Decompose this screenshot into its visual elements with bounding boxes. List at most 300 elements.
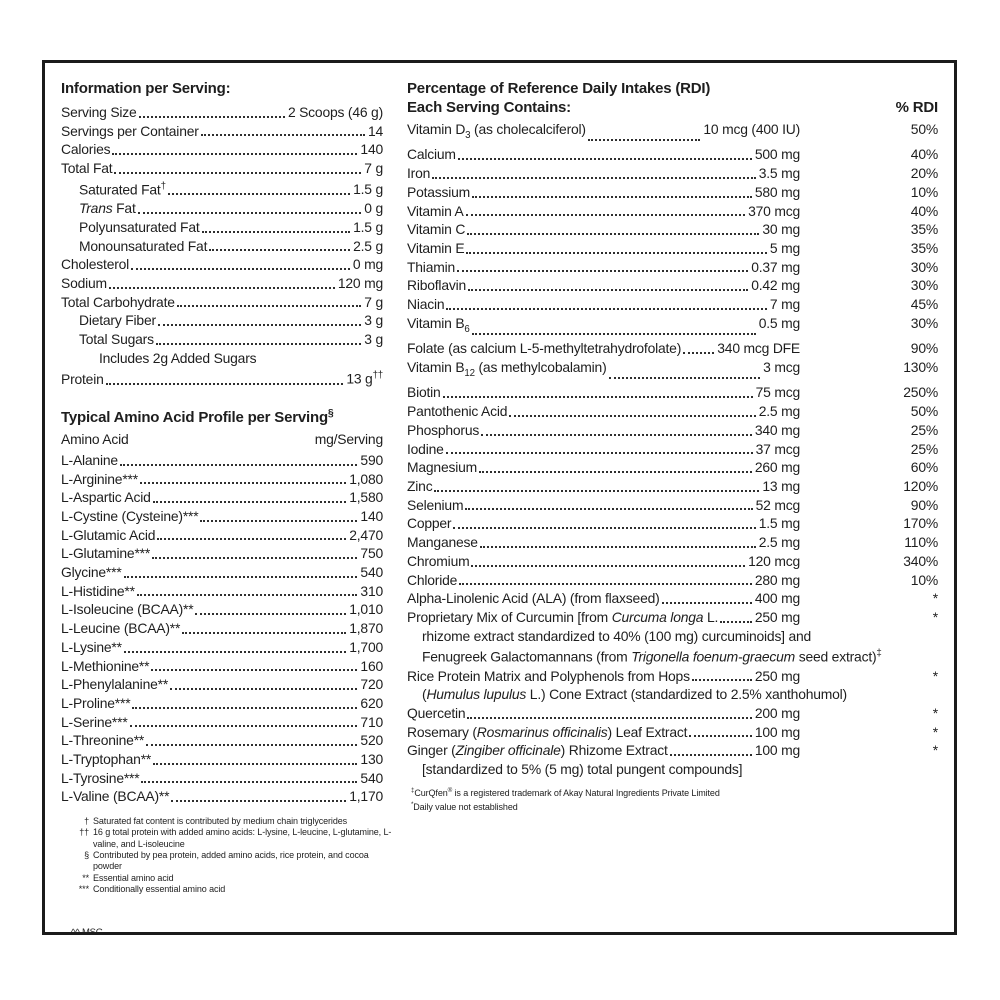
dotted-leader [124, 651, 346, 653]
rdi-amount: 100 mg [754, 723, 800, 740]
rdi-amount: 3.5 mg [758, 165, 800, 182]
info-row [61, 293, 383, 312]
dotted-leader [471, 565, 745, 567]
amino-row [61, 675, 383, 694]
rdi-row [407, 723, 938, 742]
footnote-text: Contributed by pea protein, added amino acids, rice protein, and cocoa powder [93, 850, 369, 872]
footnote [61, 816, 395, 827]
rdi-row-main [407, 164, 800, 183]
amino-row-label: L-Valine (BCAA)** [61, 788, 170, 805]
rdi-label: Biotin [407, 384, 441, 401]
amino-row-value: 160 [360, 657, 383, 674]
dotted-leader [137, 594, 358, 596]
rdi-footnote: ‡CurQfen® is a registered trademark of Akay Natural Ingredients Private Limited [411, 786, 720, 798]
amino-row-value: 310 [360, 582, 383, 599]
info-row-label: Total Fat [61, 160, 113, 177]
rdi-row-main [407, 552, 800, 571]
rdi-percent: 35% [910, 221, 938, 238]
amino-row-label: L-Phenylalanine** [61, 676, 169, 693]
info-row-label: Total Carbohydrate [61, 293, 175, 310]
rdi-row-main [407, 723, 800, 742]
amino-row-label: L-Glutamic Acid [61, 526, 156, 543]
rdi-amount: 13 mg [762, 478, 800, 494]
info-row-value: 120 mg [337, 274, 383, 291]
rdi-percent: 25% [910, 440, 938, 457]
rdi-row-main [407, 667, 800, 686]
info-row-label: Cholesterol [61, 256, 130, 273]
amino-row-label: L-Aspartic Acid [61, 489, 151, 506]
amino-row-value: 1,700 [349, 638, 383, 655]
rdi-label: Proprietary Mix of Curcumin [from Curcuma longa L. [407, 608, 719, 625]
amino-row-label: L-Cystine (Cysteine)*** [61, 507, 199, 524]
amino-profile-header: Typical Amino Acid Profile per Serving§ [61, 406, 334, 426]
rdi-label: Vitamin C [407, 221, 466, 238]
dotted-leader [114, 172, 361, 174]
amino-row-label: L-Serine*** [61, 713, 128, 730]
info-row-label: Sodium [61, 274, 107, 291]
rdi-label: Potassium [407, 183, 471, 200]
rdi-percent: 30% [910, 277, 938, 294]
footnote [61, 884, 395, 895]
rdi-label: Vitamin E [407, 240, 465, 256]
rdi-row-main [407, 514, 800, 533]
rdi-percent: 45% [910, 296, 938, 313]
rdi-percent: * [932, 742, 938, 759]
rdi-row [407, 239, 938, 258]
dotted-leader [466, 214, 745, 216]
amino-row [61, 544, 383, 563]
rdi-percent: 110% [904, 534, 938, 551]
footnote-text: 16 g total protein with added amino acids: L-lysine, L-leucine, L-glutamine, L-valine, and L-isoleucine [93, 827, 392, 849]
rdi-column [407, 79, 938, 922]
footnote [61, 850, 395, 873]
rdi-amount: 340 mcg DFE [717, 340, 800, 357]
amino-column-headers [61, 430, 383, 449]
footnote [61, 827, 395, 850]
rdi-percent: 35% [910, 240, 938, 256]
dotted-leader [112, 153, 357, 155]
amino-row [61, 600, 383, 619]
footnote-marker: †† [79, 827, 89, 838]
rdi-percent: 40% [910, 202, 938, 219]
dotted-leader [588, 139, 701, 141]
rdi-row [407, 571, 938, 590]
dotted-leader [201, 134, 365, 136]
rdi-row [407, 496, 938, 515]
rdi-row-main [407, 258, 800, 277]
supplement-facts-panel [42, 60, 957, 939]
footnote-text: Conditionally essential amino acid [93, 883, 226, 894]
amino-row-value: 710 [360, 713, 383, 730]
info-row-value: 0 mg [352, 256, 383, 273]
rdi-row-main [407, 458, 800, 477]
dotted-leader [458, 158, 752, 160]
rdi-label: Alpha-Linolenic Acid (ALA) (from flaxseed) [407, 590, 660, 607]
rdi-row-main [407, 421, 800, 440]
rdi-amount: 7 mg [769, 296, 800, 313]
amino-row [61, 750, 383, 769]
rdi-row-main [407, 477, 800, 496]
rdi-percent: 10% [910, 571, 938, 588]
dotted-leader [138, 212, 362, 214]
info-row [61, 178, 383, 199]
rdi-percent: 170% [903, 515, 938, 532]
info-row-value: 140 [360, 141, 383, 158]
rdi-label: Vitamin $D_3$ (as cholecalciferol) [407, 121, 586, 141]
rdi-percent: 120% [903, 478, 938, 494]
amino-row-value: 1,170 [349, 788, 383, 805]
dotted-leader [479, 471, 752, 473]
rdi-row [407, 458, 938, 477]
rdi-amount: 1.5 mg [758, 515, 800, 532]
dotted-leader [457, 270, 748, 272]
dotted-leader [140, 482, 346, 484]
rdi-row-main [407, 402, 800, 421]
footnote-marker: *** [78, 883, 89, 894]
dotted-leader [132, 707, 357, 709]
rdi-row [407, 741, 938, 760]
rdi-amount: 30 mg [762, 221, 800, 238]
info-row-value: 1.5 g [353, 181, 383, 198]
information-column [61, 79, 392, 939]
rdi-percent: 340% [903, 552, 938, 569]
rdi-percent: 130% [903, 359, 938, 375]
rdi-amount: 0.5 mg [758, 314, 800, 331]
info-row [61, 122, 383, 141]
amino-row [61, 526, 383, 545]
dotted-leader [459, 583, 752, 585]
rdi-label: Selenium [407, 496, 464, 513]
rdi-label: Vitamin $B_{12}$ (as methylcobalamin) [407, 359, 607, 379]
dotted-leader [720, 621, 752, 623]
rdi-row [407, 183, 938, 202]
rdi-label: Iodine [407, 440, 444, 457]
amino-col-name: Amino Acid [61, 430, 129, 447]
rdi-label: Thiamin [407, 258, 456, 275]
info-row-label: Trans Fat [79, 200, 136, 217]
amino-row-value: 620 [360, 694, 383, 711]
rdi-percent: 90% [910, 496, 938, 513]
info-row-value: 3 g [364, 312, 383, 329]
rdi-row [407, 202, 938, 221]
dotted-leader [692, 679, 752, 681]
rdi-row-main [407, 145, 800, 164]
rdi-amount: 200 mg [754, 705, 800, 722]
rdi-row-main [407, 295, 800, 314]
rdi-continuation: Fenugreek Galactomannans (from Trigonella foenum-graecum seed extract)‡ [422, 648, 882, 665]
info-row-value: 2 Scoops (46 g) [287, 104, 383, 120]
info-row-value: 0 g [364, 200, 383, 217]
dotted-leader [106, 383, 344, 385]
rdi-row-main [407, 741, 800, 760]
footnote-marker: ** [82, 872, 89, 883]
rdi-amount: 75 mcg [755, 384, 800, 401]
amino-row-label: L-Methionine** [61, 657, 150, 674]
rdi-row [407, 440, 938, 459]
amino-row-value: 2,470 [349, 526, 383, 543]
rdi-row [407, 514, 938, 533]
rdi-label: Magnesium [407, 459, 477, 476]
rdi-percent: 50% [910, 403, 938, 420]
rdi-percent: 10% [910, 183, 938, 200]
dotted-leader [446, 452, 753, 454]
rdi-amount: 120 mcg [748, 552, 800, 569]
dotted-leader [152, 557, 357, 559]
rdi-row-main [407, 314, 800, 339]
rdi-row-main [407, 589, 800, 608]
rdi-amount: 2.5 mg [758, 534, 800, 551]
dotted-leader [195, 613, 346, 615]
amino-row [61, 582, 383, 601]
rdi-amount: 250 mg [754, 608, 800, 625]
amino-row-value: 1,080 [349, 470, 383, 487]
rdi-row-main [407, 496, 800, 515]
amino-row [61, 507, 383, 526]
rdi-header-line1: Percentage of Reference Daily Intakes (RDI) [407, 80, 711, 97]
rdi-amount: 52 mcg [755, 496, 800, 513]
info-row [61, 237, 383, 256]
amino-row-label: Glycine*** [61, 564, 122, 581]
dotted-leader [662, 602, 752, 604]
rdi-label: Calcium [407, 146, 456, 163]
amino-row-value: 1,580 [349, 489, 383, 506]
amino-row-label: L-Proline*** [61, 694, 131, 711]
info-row [61, 218, 383, 237]
rdi-amount: 260 mg [754, 459, 800, 476]
rdi-row [407, 314, 938, 339]
dotted-leader [467, 233, 759, 235]
amino-row-value: 130 [360, 751, 383, 768]
rdi-amount: 10 mcg (400 IU) [703, 121, 800, 137]
rdi-row [407, 220, 938, 239]
rdi-amount: 340 mg [754, 421, 800, 438]
rdi-row-main [407, 183, 800, 202]
dotted-leader [170, 688, 357, 690]
footnote [61, 873, 395, 884]
rdi-percent: * [932, 667, 938, 684]
amino-row-value: 1,010 [349, 601, 383, 618]
dotted-leader [130, 725, 358, 727]
rdi-percent: * [932, 723, 938, 740]
rdi-row [407, 421, 938, 440]
rdi-amount: 100 mg [754, 742, 800, 759]
dotted-leader [472, 333, 756, 335]
amino-row-label: L-Glutamine*** [61, 545, 151, 562]
info-row [61, 367, 383, 388]
amino-col-unit: mg/Serving [314, 430, 383, 447]
rdi-row [407, 608, 938, 627]
info-row-value: 7 g [364, 160, 383, 177]
rdi-amount: 5 mg [769, 240, 800, 256]
rdi-row [407, 358, 938, 383]
dotted-leader [467, 717, 751, 719]
info-row [61, 330, 383, 349]
info-row-value: 13 g†† [346, 370, 383, 388]
rdi-row-main [407, 339, 800, 358]
rdi-percent: 50% [910, 121, 938, 137]
rdi-continuation: rhizome extract standardized to 40% (100 mg) curcuminoids] and [422, 627, 812, 644]
rdi-amount: 400 mg [754, 590, 800, 607]
rdi-row-main [407, 571, 800, 590]
amino-row [61, 731, 383, 750]
rdi-label: Ginger (Zingiber officinale) Rhizome Extract [407, 742, 668, 759]
info-row-label: Monounsaturated Fat [79, 237, 208, 254]
info-row-value: 3 g [364, 331, 383, 348]
rdi-label: Quercetin [407, 705, 466, 722]
info-row [61, 199, 383, 218]
dotted-leader [182, 632, 346, 634]
pct-rdi-column-header: % RDI [895, 99, 938, 116]
rdi-amount: 280 mg [754, 571, 800, 588]
rdi-continuation: [standardized to 5% (5 mg) total pungent compounds] [422, 761, 743, 778]
info-row-label: Polyunsaturated Fat [79, 218, 200, 235]
rdi-percent: * [932, 705, 938, 722]
dotted-leader [202, 231, 351, 233]
amino-row-label: L-Leucine (BCAA)** [61, 620, 181, 637]
rdi-amount: 370 mcg [748, 202, 800, 219]
info-row [61, 140, 383, 159]
rdi-row [407, 258, 938, 277]
amino-row-label: L-Isoleucine (BCAA)** [61, 601, 194, 618]
amino-row-label: L-Alanine [61, 451, 118, 468]
rdi-amount: 250 mg [754, 667, 800, 684]
dotted-leader [124, 576, 358, 578]
dotted-leader [109, 287, 335, 289]
amino-row [61, 470, 383, 489]
rdi-row [407, 552, 938, 571]
amino-row-label: L-Arginine*** [61, 470, 138, 487]
info-row [61, 255, 383, 274]
amino-row [61, 638, 383, 657]
dotted-leader [432, 177, 756, 179]
rdi-percent: 40% [910, 146, 938, 163]
dotted-leader [168, 193, 350, 195]
amino-row-label: L-Tryptophan** [61, 751, 152, 768]
rdi-label: Pantothenic Acid [407, 403, 508, 420]
rdi-row [407, 383, 938, 402]
info-row [61, 311, 383, 330]
rdi-percent: 25% [910, 421, 938, 438]
rdi-label: Riboflavin [407, 277, 466, 294]
rdi-percent: * [932, 590, 938, 607]
info-row-label: Saturated Fat† [79, 180, 166, 198]
rdi-row [407, 295, 938, 314]
left-footnotes [61, 816, 395, 895]
dotted-leader [689, 735, 752, 737]
rdi-row-main [407, 533, 800, 552]
dotted-leader [472, 196, 752, 198]
info-row-value: 14 [367, 122, 383, 139]
info-rows [61, 103, 383, 389]
dotted-leader [466, 252, 767, 254]
dotted-leader [670, 754, 752, 756]
rdi-row [407, 339, 938, 358]
rdi-label: Iron [407, 165, 431, 182]
rdi-row-main [407, 120, 800, 145]
dotted-leader [139, 116, 285, 118]
rdi-row [407, 667, 938, 686]
info-row-label: Dietary Fiber [79, 312, 156, 329]
rdi-row-main [407, 383, 800, 402]
dotted-leader [509, 415, 755, 417]
rdi-label: Chloride [407, 571, 458, 588]
rdi-percent: 250% [903, 384, 938, 401]
rdi-amount: 37 mcg [755, 440, 800, 457]
footnote-text: Saturated fat content is contributed by medium chain triglycerides [93, 816, 348, 827]
rdi-label: Vitamin $B_6$ [407, 314, 470, 335]
rdi-label: Phosphorus [407, 421, 480, 438]
amino-row-value: 1,870 [349, 620, 383, 637]
dotted-leader [151, 669, 357, 671]
amino-row-value: 540 [360, 769, 383, 786]
info-row-label: Servings per Container [61, 122, 199, 139]
dotted-leader [465, 508, 752, 510]
rdi-label: Chromium [407, 552, 470, 569]
rdi-percent: 30% [910, 314, 938, 331]
dotted-leader [683, 352, 714, 354]
dotted-leader [120, 464, 358, 466]
dotted-leader [141, 781, 357, 783]
amino-row-label: L-Tyrosine*** [61, 769, 140, 786]
rdi-row [407, 477, 938, 496]
rdi-rows [407, 120, 938, 779]
dotted-leader [146, 744, 357, 746]
footnote-marker: † [84, 816, 89, 827]
rdi-row-main [407, 239, 800, 258]
dotted-leader [480, 546, 756, 548]
rdi-row [407, 120, 938, 145]
dotted-leader [434, 490, 759, 492]
amino-row-value: 590 [360, 451, 383, 468]
rdi-row-main [407, 202, 800, 221]
amino-row [61, 787, 383, 806]
info-row-label: Protein [61, 371, 104, 388]
amino-row [61, 619, 383, 638]
rdi-continuation: (Humulus lupulus L.) Cone Extract (standardized to 2.5% xanthohumol) [422, 686, 847, 703]
rdi-amount: 580 mg [754, 183, 800, 200]
info-per-serving-header: Information per Serving: [61, 80, 231, 97]
rdi-label: Folate (as calcium L-5-methyltetrahydrofolate) [407, 340, 682, 357]
rdi-amount: 500 mg [754, 146, 800, 163]
rdi-percent: * [932, 608, 938, 625]
rdi-label: Niacin [407, 296, 445, 313]
info-row-value: 1.5 g [353, 218, 383, 235]
amino-rows [61, 451, 383, 806]
rdi-label: Zinc [407, 478, 433, 494]
rdi-amount: 0.42 mg [751, 277, 800, 294]
amino-row [61, 694, 383, 713]
dotted-leader [171, 800, 346, 802]
right-footnotes [407, 785, 938, 814]
rdi-label: Copper [407, 515, 452, 532]
amino-row-value: 750 [360, 545, 383, 562]
footnote-text: Essential amino acid [93, 872, 174, 883]
info-row [61, 349, 383, 368]
info-row [61, 103, 383, 122]
amino-row [61, 769, 383, 788]
dotted-leader [131, 268, 350, 270]
info-row-value: 2.5 g [353, 237, 383, 254]
info-row [61, 274, 383, 293]
rdi-row [407, 164, 938, 183]
rdi-label: Manganese [407, 534, 478, 551]
amino-row-label: L-Threonine** [61, 732, 145, 749]
amino-row-value: 720 [360, 676, 383, 693]
rdi-amount: 3 mcg [763, 359, 800, 375]
amino-row-label: L-Histidine** [61, 582, 135, 599]
rdi-row [407, 704, 938, 723]
amino-row-value: 540 [360, 564, 383, 581]
